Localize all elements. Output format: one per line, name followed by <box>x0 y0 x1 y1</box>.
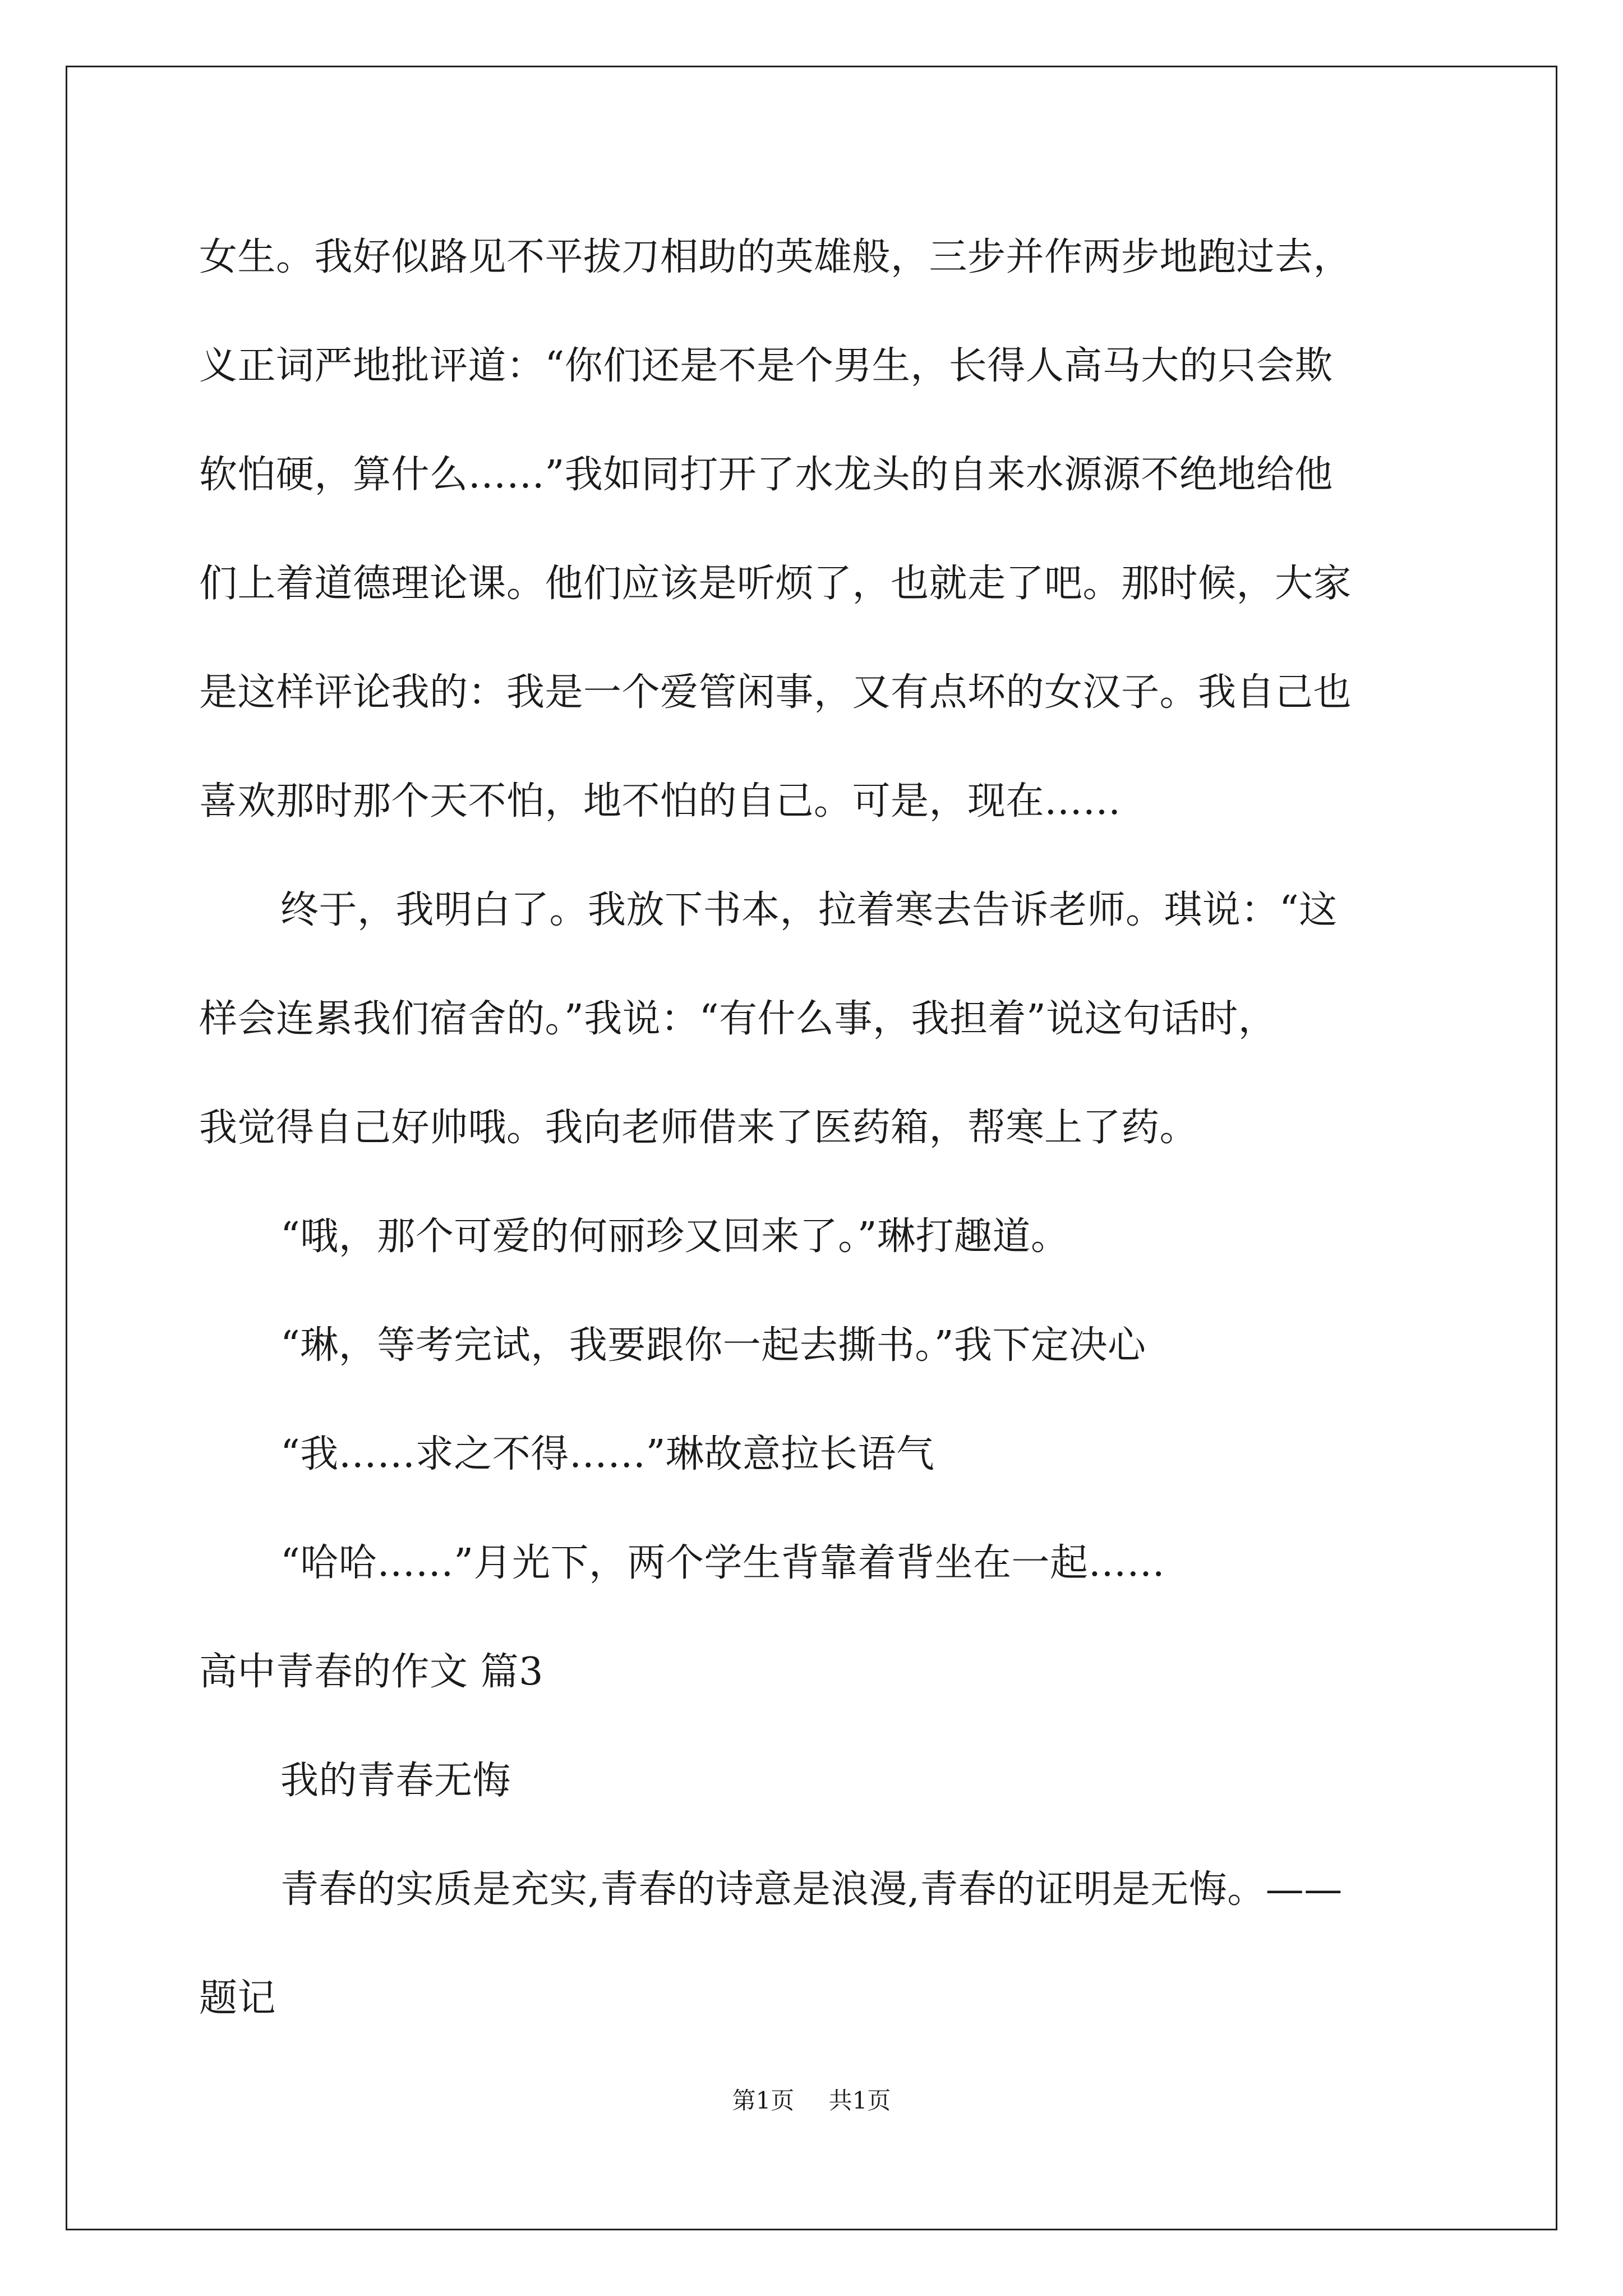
text-line: 喜欢那时那个天不怕，地不怕的自己。可是，现在…… <box>199 779 1122 823</box>
epigraph-attribution: 题记 <box>199 1976 276 2021</box>
dialogue-line: “哦，那个可爱的何丽珍又回来了。”琳打趣道。 <box>280 1214 1069 1259</box>
dialogue-line: “琳，等考完试，我要跟你一起去撕书。”我下定决心 <box>280 1323 1146 1368</box>
section-heading: 高中青春的作文 篇3 <box>199 1650 543 1694</box>
page-total: 共1页 <box>828 2087 891 2114</box>
page-number: 第1页 <box>732 2087 795 2114</box>
paragraph-start-line: 终于，我明白了。我放下书本，拉着寒去告诉老师。琪说：“这 <box>280 888 1338 932</box>
page-footer <box>0 2084 1623 2118</box>
text-line: 样会连累我们宿舍的。”我说：“有什么事，我担着”说这句话时， <box>199 997 1277 1041</box>
text-line: 女生。我好似路见不平拔刀相助的英雄般，三步并作两步地跑过去， <box>199 235 1352 279</box>
text-line: 是这样评论我的：我是一个爱管闲事，又有点坏的女汉子。我自己也 <box>199 670 1352 715</box>
text-line: 软怕硬，算什么……”我如同打开了水龙头的自来水源源不绝地给他 <box>199 453 1333 497</box>
dialogue-line: “我……求之不得……”琳故意拉长语气 <box>280 1432 935 1476</box>
essay-title: 我的青春无悔 <box>280 1759 511 1803</box>
text-line: 我觉得自己好帅哦。我向老师借来了医药箱，帮寒上了药。 <box>199 1106 1198 1150</box>
epigraph-line: 青春的实质是充实,青春的诗意是浪漫,青春的证明是无悔。—— <box>280 1867 1343 1912</box>
text-line: 义正词严地批评道：“你们还是不是个男生，长得人高马大的只会欺 <box>199 344 1333 388</box>
dialogue-line: “哈哈……”月光下，两个学生背靠着背坐在一起…… <box>280 1541 1165 1585</box>
document-body <box>199 203 1433 2053</box>
text-line: 们上着道德理论课。他们应该是听烦了，也就走了吧。那时候，大家 <box>199 562 1352 606</box>
